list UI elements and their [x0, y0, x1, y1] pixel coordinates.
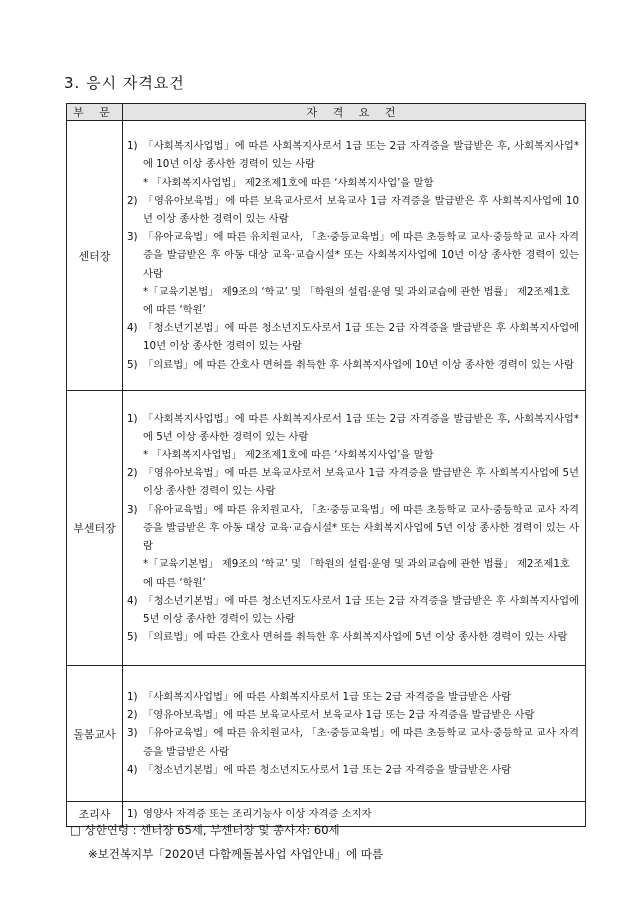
list-item — [127, 228, 579, 283]
requirements-table — [66, 103, 586, 827]
table-row-care-teacher — [67, 666, 586, 802]
list-item — [127, 628, 579, 646]
header-requirements: 자 격 요 건 — [123, 104, 586, 121]
list-item — [127, 805, 579, 823]
item-text: 「유아교육법」에 따른 유치원교사, 「초·중등교육법」에 따른 초등학교 교사·중등학교 교사 자격증을 발급받은 사람 — [143, 727, 579, 758]
item-text: 「청소년기본법」에 따른 청소년지도사로서 1급 또는 2급 자격증을 발급받은 후 사회복지사업에 5년 이상 종사한 경력이 있는 사람 — [143, 594, 579, 625]
item-text: 「영유아보육법」에 따른 보육교사로서 보육교사 1급 자격증을 발급받은 후 사회복지사업에 10년 이상 종사한 경력이 있는 사람 — [143, 194, 579, 225]
item-text: 「영유아보육법」에 따른 보육교사로서 보육교사 1급 또는 2급 자격증을 발급받은 사람 — [143, 709, 535, 722]
category-cell: 조리사 — [67, 802, 123, 827]
item-text: 「의료법」에 따른 간호사 면허를 취득한 후 사회복지사업에 10년 이상 종사한 경력이 있는 사람 — [143, 358, 575, 371]
category-cell: 센터장 — [67, 121, 123, 391]
item-number: 3) — [127, 727, 138, 740]
item-text: 「유아교육법」에 따른 유치원교사, 「초·중등교육법」에 따른 초등학교 교사·중등학교 교사 자격증을 발급받은 후 아동 대상 교육·교습시설* 또는 사회복지사업에 10년 이상 종사한 경력이 있는 사람 — [143, 231, 579, 280]
item-number: 2) — [127, 709, 138, 722]
item-text: 「사회복지사업법」에 따른 사회복지사로서 1급 또는 2급 자격증을 발급받은 후, 사회복지사업*에 10년 이상 종사한 경력이 있는 사람 — [143, 140, 579, 171]
item-text: 영양사 자격증 또는 조리기능사 이상 자격증 소지자 — [143, 807, 372, 820]
list-item — [127, 706, 579, 724]
item-number: 4) — [127, 763, 138, 776]
section-title: 3. 응시 자격요건 — [64, 74, 185, 92]
list-item — [127, 464, 579, 500]
category-cell: 돌봄교사 — [67, 666, 123, 802]
requirements-cell — [123, 666, 586, 802]
list-item — [127, 724, 579, 760]
item-text: 「영유아보육법」에 따른 보육교사로서 보육교사 1급 자격증을 발급받은 후 사회복지사업에 5년 이상 종사한 경력이 있는 사람 — [143, 467, 579, 498]
table-row-center-director — [67, 121, 586, 391]
item-note: *「교육기본법」 제9조의 ‘학교’ 및 「학원의 설립·운영 및 과외교습에 관한 법률」 제2조제1호에 따른 ‘학원’ — [143, 558, 570, 589]
item-number: 1) — [127, 140, 138, 153]
item-text: 「청소년기본법」에 따른 청소년지도사로서 1급 또는 2급 자격증을 발급받은 사람 — [143, 763, 512, 776]
item-number: 2) — [127, 194, 138, 207]
requirements-cell — [123, 391, 586, 666]
item-text: 「사회복지사업법」에 따른 사회복지사로서 1급 또는 2급 자격증을 발급받은 후, 사회복지사업*에 5년 이상 종사한 경력이 있는 사람 — [143, 412, 579, 443]
list-item — [127, 501, 579, 556]
table-header-row — [67, 104, 586, 121]
item-number: 4) — [127, 594, 138, 607]
item-note: * 「사회복지사업법」 제2조제1호에 따른 ‘사회복지사업’을 말함 — [143, 176, 434, 189]
item-text: 「사회복지사업법」에 따른 사회복지사로서 1급 또는 2급 자격증을 발급받은 사람 — [143, 690, 512, 703]
footnote-source: ※보건복지부「2020년 다함께돌봄사업 사업안내」에 따름 — [88, 847, 384, 861]
item-number: 1) — [127, 807, 138, 820]
item-number: 1) — [127, 690, 138, 703]
header-category: 부 문 — [67, 104, 123, 121]
list-item — [127, 319, 579, 355]
item-note: * 「사회복지사업법」 제2조제1호에 따른 ‘사회복지사업’을 말함 — [143, 449, 434, 462]
list-item — [127, 192, 579, 228]
list-item — [127, 356, 579, 374]
item-number: 1) — [127, 412, 138, 425]
item-note: *「교육기본법」 제9조의 ‘학교’ 및 「학원의 설립·운영 및 과외교습에 관한 법률」 제2조제1호에 따른 ‘학원’ — [143, 285, 570, 316]
item-number: 4) — [127, 322, 138, 335]
item-text: 「청소년기본법」에 따른 청소년지도사로서 1급 또는 2급 자격증을 발급받은 후 사회복지사업에 10년 이상 종사한 경력이 있는 사람 — [143, 322, 579, 353]
list-item — [127, 688, 579, 706]
item-number: 3) — [127, 231, 138, 244]
footnote-age-limit: □ 상한연령 : 센터장 65세, 부센터장 및 종사자: 60세 — [70, 823, 340, 837]
table-row-deputy-director — [67, 391, 586, 666]
list-item — [127, 592, 579, 628]
item-number: 3) — [127, 503, 138, 516]
item-text: 「유아교육법」에 따른 유치원교사, 「초·중등교육법」에 따른 초등학교 교사·중등학교 교사 자격증을 발급받은 후 아동 대상 교육·교습시설* 또는 사회복지사업에 5년 이상 종사한 경력이 있는 사람 — [143, 503, 579, 553]
item-text: 「의료법」에 따른 간호사 면허를 취득한 후 사회복지사업에 5년 이상 종사한 경력이 있는 사람 — [143, 631, 568, 644]
item-number: 5) — [127, 358, 138, 371]
item-number: 5) — [127, 631, 138, 644]
requirements-cell — [123, 121, 586, 391]
item-number: 2) — [127, 467, 138, 480]
list-item — [127, 410, 579, 446]
list-item — [127, 761, 579, 779]
category-cell: 부센터장 — [67, 391, 123, 666]
list-item — [127, 137, 579, 173]
